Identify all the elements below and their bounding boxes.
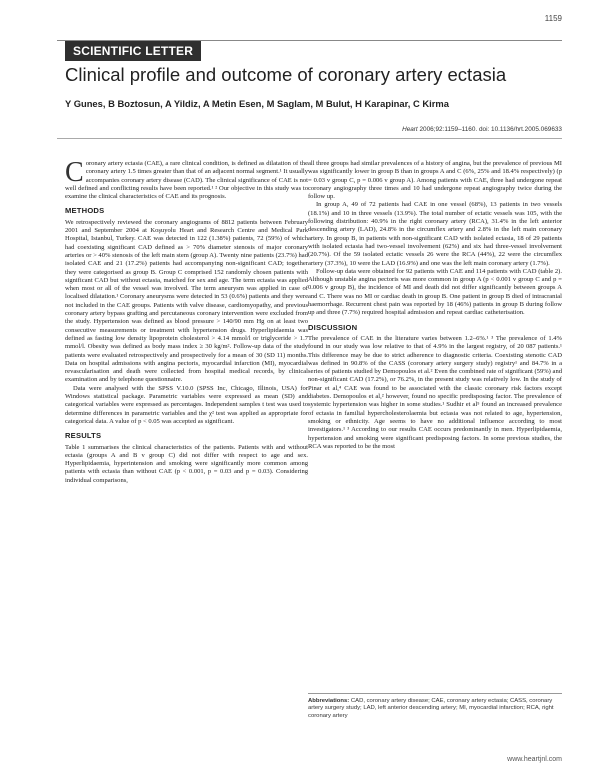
- abbreviations-label: Abbreviations:: [308, 698, 350, 704]
- citation-rule: [57, 138, 562, 139]
- results-paragraph-2: In group A, 49 of 72 patients had CAE in one vessel (68%), 13 patients in two vessels (18.1%) and 10 in three vessels (13.9%). The total number of ectatic vessels was 105, with the following distribution: 40.9% in the right coronary artery (RCA), 31.4% in the left anterior descending artery (LAD), 24.8% in the circumflex artery and 2.8% in the left main coronary artery. In group B, in patients with non-significant CAD with isolated ectasia, 18 of 29 patients with isolated ectasia had two-vessel involvement (62%) and six had three-vessel involvement (20.7%). Of the 59 isolated ectatic vessels 26 were the RCA (44%), 22 were the circumflex artery (37.3%), 10 were the LAD (16.9%) and one was the left main coronary artery (1.7%).: [308, 201, 562, 267]
- methods-paragraph-2: Data were analysed with the SPSS V.10.0 (SPSS Inc, Chicago, Illinois, USA) for Windows statistical package. Parametric variables were expressed as mean (SD) and categorical variables were expressed as percentages. Independent samples t test was used to determine differences in parametric variables and the χ² test was applied as appropriate for categorical data. A value of p < 0.05 was accepted as significant.: [65, 384, 308, 425]
- results-paragraph-1: Table 1 summarises the clinical characteristics of the patients. Patients with and without ectasia (groups A and B v group C) did not differ with respect to age and sex. Hyperlipidaemia, hyperintension and smoking were significantly more common among patients with ectasia than without CAE (p < 0.001, p = 0.03 and p = 0.03). Considering individual comparisons,: [65, 443, 308, 484]
- section-tag: SCIENTIFIC LETTER: [65, 41, 201, 61]
- results-paragraph-1-continued: all three groups had similar prevalences of a history of angina, but the prevalence of previous MI was significantly lower in group B than in groups A and C (6%, 25% and 18.4% respectively) (p = 0.03 v group C, p = 0.006 v group A). Among patients with CAE, three had undergone repeat coronary angiography three times and 10 had undergone repeat angiography twice during the follow up.: [308, 160, 562, 201]
- citation-details: 2006;92:1159–1160. doi: 10.1136/hrt.2005.069633: [417, 126, 562, 133]
- methods-heading: METHODS: [65, 206, 105, 216]
- drop-cap: C: [65, 157, 84, 188]
- footer-url[interactable]: www.heartjnl.com: [507, 756, 562, 763]
- page-number: 1159: [544, 14, 562, 23]
- right-column: [308, 160, 562, 451]
- discussion-heading: DISCUSSION: [308, 322, 358, 332]
- abbreviations-box: [308, 693, 562, 720]
- left-column: [65, 157, 308, 485]
- discussion-paragraph-1: The prevalence of CAE in the literature varies between 1.2–6%.¹ ³ The prevalence of 1.4% found in our study was low relative to that of 4.9% in the largest registry, of 20 087 patients.¹ This difference may be due to strict adherence to diagnostic criteria. Coexisting stenotic CAD was defined in 90.8% of the CASS (coronary artery surgery study) registry¹ and 84.7% in a series of patients studied by Demopoulos et al.² Even the combined rate of significant (59%) and non-significant CAD (17.2%), or 76.2%, in the present study was relatively low. In the study of Pinar et al,⁴ CAE was found to be associated with the classic coronary risk factors except diabetes. Demopoulos et al,² however, found no specific predisposing factor. The prevalence of systemic hypertension was higher in some studies.¹ Sudhir et al⁵ found an increased prevalence of ectasia in familial hypercholesterolaemia but ectasia was not related to age, hypertension, smoking or ethnicity. Age seems to have no additional influence according to most investigators.¹ ³ According to our results CAE occurs predominantly in men. Hyperlipidaemia, hypertension and smoking were significant predisposing factors. In some previous studies, the RCA was reported to be the most: [308, 334, 562, 450]
- methods-paragraph-1: We retrospectively reviewed the coronary angiograms of 8812 patients between February 2001 and September 2004 at Koşuyolu Heart and Research Centre and Medical Park Hospital, Istanbul, Turkey. CAE was detected in 122 (1.38%) patients, 72 (59%) of which had coexisting significant CAD defined as > 70% diameter stenosis of major coronary arteries or > 40% stenosis of the left main stem (group A). Twenty nine patients (23.7%) had isolated CAE and 21 (17.2%) patients had accompanying non-significant CAD; together they were categorised as group B. Group C comprised 152 randomly chosen patients with significant CAD but without ectasia, matched for sex and age. The term ectasia was applied when most or all of the vessel was involved. The term aneurysm was applied in case of localised dilatation.¹ Coronary aneurysms were detected in 53 (0.6%) patients and they were not included in the CAE groups. Patients with valve disease, cardiomyopathy, and previous coronary artery bypass grafting and percutaneous coronary intervention were excluded from the study. Hypertension was defined as blood pressure > 140/90 mm Hg on at least two consecutive measurements or treatment with hypertension drugs. Hyperlipidaemia was defined as fasting low density lipoprotein cholesterol > 4.14 mmol/l or triglyceride > 1.7 mmol/l. Obesity was defined as body mass index ≥ 30 kg/m². Follow-up data of the study patients were evaluated retrospectively and prospectively for a mean of 30 (SD 11) months. Data on hospital admissions with angina pectoris, myocardial infarction (MI), myocardial revascularisation and death were collected from hospital medical records, by clinical examination and by telephone questionnaire.: [65, 218, 308, 384]
- author-list: Y Gunes, B Boztosun, A Yildiz, A Metin Esen, M Saglam, M Bulut, H Karapinar, C Kirma: [65, 98, 449, 109]
- results-paragraph-3: Follow-up data were obtained for 92 patients with CAE and 114 patients with CAD (table 2). Although unstable angina pectoris was more common in group A (p < 0.001 v group C and p = 0.006 v group B), the incidence of MI and death did not differ significantly between groups A and C. There was no MI or cardiac death in group B. One patient in group B died of intracranial haemorrhage. Recurrent chest pain was reported by 18 (46%) patients in group B during follow up and three (7.7%) required hospital admission and repeat cardiac catheterisation.: [308, 267, 562, 317]
- results-heading: RESULTS: [65, 431, 102, 441]
- intro-text: oronary artery ectasia (CAE), a rare clinical condition, is defined as dilatation of the coronary artery 1.5 times greater than that of an adjacent normal segment.¹ It usually accompanies coronary artery disease (CAD). The clinical significance of CAE is not well defined and conflicting results have been reported.¹ ² Our objective in this study was to examine the clinical characteristics of CAE and its prognosis.: [65, 160, 308, 201]
- citation-line: [402, 126, 562, 133]
- journal-name: Heart: [402, 126, 418, 133]
- intro-paragraph: [65, 157, 308, 201]
- abbreviations-text: CAD, coronary artery disease; CAE, coronary artery ectasia; CASS, coronary artery surgery study; LAD, left anterior descending artery; MI, myocardial infarction; RCA, right coronary artery: [308, 698, 554, 719]
- article-title: Clinical profile and outcome of coronary artery ectasia: [65, 64, 507, 85]
